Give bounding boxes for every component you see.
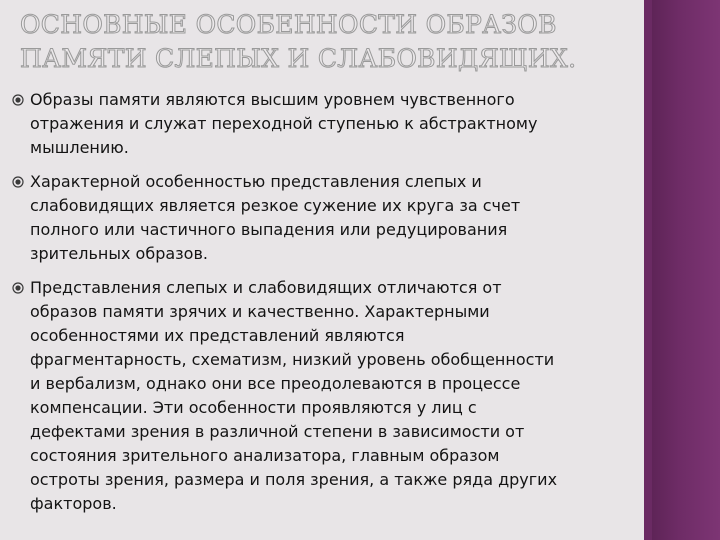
bullet-3-line-7: дефектами зрения в различной степени в зависимости от: [30, 422, 525, 441]
bullet-list: [10, 88, 638, 526]
slide-title-line-2: ПАМЯТИ СЛЕПЫХ И СЛАБОВИДЯЩИХ.: [20, 44, 577, 73]
bullet-2-line-3: полного или частичного выпадения или редуцирования: [30, 220, 508, 239]
bullet-3-line-3: особенностями их представлений являются: [30, 326, 405, 345]
bullet-2-line-2: слабовидящих является резкое сужение их круга за счет: [30, 196, 521, 215]
bullet-2-line-1: Характерной особенностью представления слепых и: [30, 172, 482, 191]
slide-title: [20, 8, 640, 76]
bullet-3-line-4: фрагментарность, схематизм, низкий уровень обобщенности: [30, 350, 555, 369]
bullet-1-line-2: отражения и служат переходной ступенью к абстрактному: [30, 114, 538, 133]
bullet-3-line-6: компенсации. Эти особенности проявляются у лиц с: [30, 398, 477, 417]
circled-dot-bullet-icon: [12, 176, 24, 188]
bullet-item-2: [10, 170, 638, 266]
circled-dot-bullet-icon: [12, 94, 24, 106]
bullet-1-line-3: мышлению.: [30, 138, 129, 157]
side-bar-gradient: [652, 0, 720, 540]
bullet-item-3: [10, 276, 638, 516]
slide-title-line-1: ОСНОВНЫЕ ОСОБЕННОСТИ ОБРАЗОВ: [20, 10, 557, 39]
bullet-3-line-10: факторов.: [30, 494, 117, 513]
bullet-3-line-9: остроты зрения, размера и поля зрения, а также ряда других: [30, 470, 558, 489]
bullet-3-line-1: Представления слепых и слабовидящих отличаются от: [30, 278, 502, 297]
bullet-3-line-5: и вербализм, однако они все преодолеваются в процессе: [30, 374, 521, 393]
circled-dot-bullet-icon: [12, 282, 24, 294]
bullet-1-line-1: Образы памяти являются высшим уровнем чувственного: [30, 90, 515, 109]
bullet-2-line-4: зрительных образов.: [30, 244, 208, 263]
bullet-3-line-2: образов памяти зрячих и качественно. Характерными: [30, 302, 490, 321]
bullet-item-1: [10, 88, 638, 160]
bullet-3-line-8: состояния зрительного анализатора, главным образом: [30, 446, 500, 465]
